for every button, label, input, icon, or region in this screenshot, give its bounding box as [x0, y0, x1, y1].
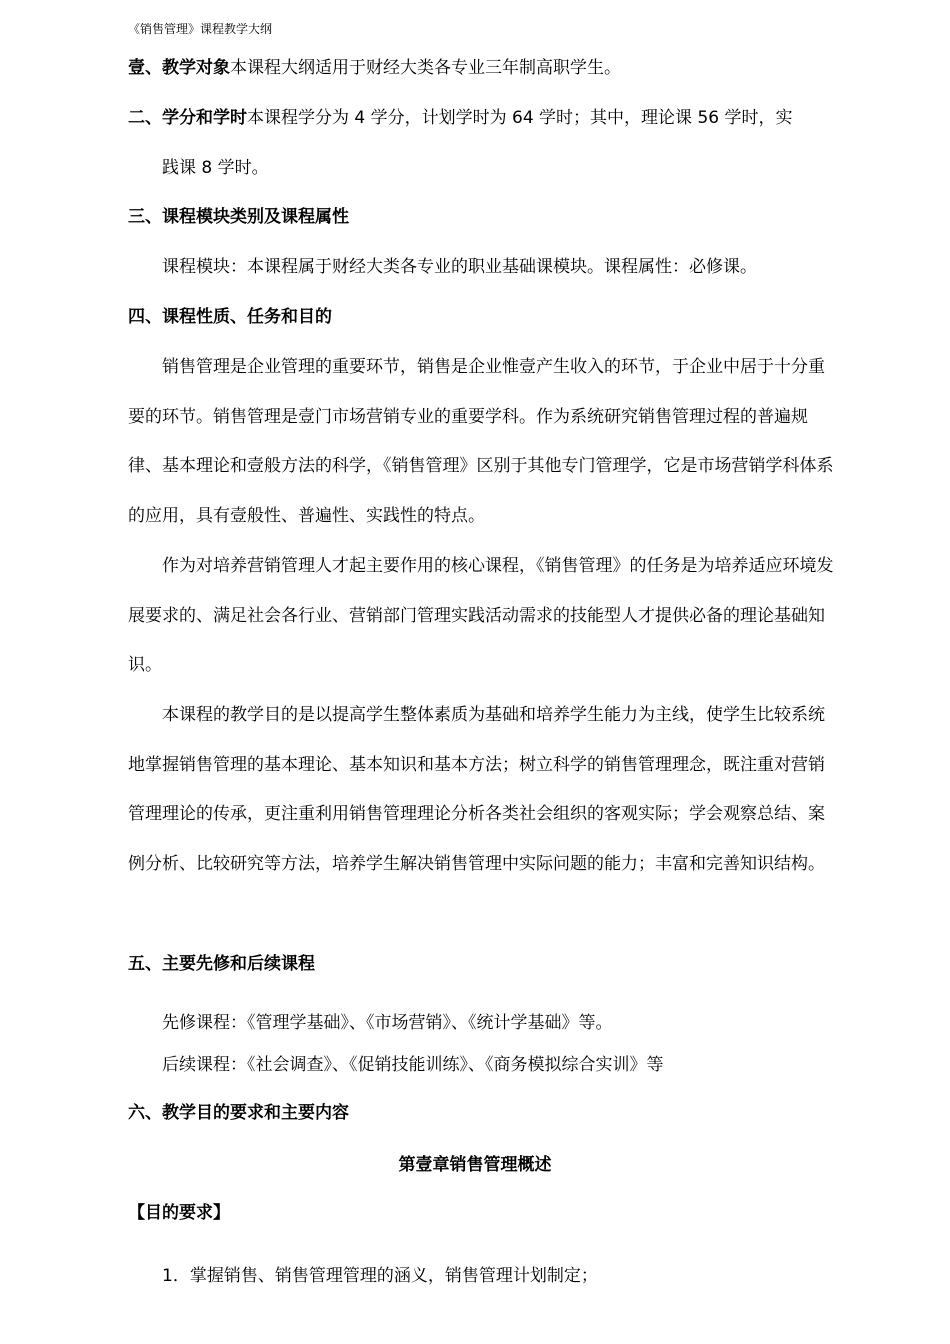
section-5-heading: 五、主要先修和后续课程 — [128, 954, 315, 974]
section-4-heading: 四、课程性质、任务和目的 — [128, 307, 332, 327]
chapter-1-requirements-heading: 【目的要求】 — [128, 1203, 230, 1223]
section-2-text: 本课程学分为 4 学分，计划学时为 64 学时；其中，理论课 56 学时，实 — [247, 108, 793, 128]
section-4-paragraph-3: 本课程的教学目的是以提高学生整体素质为基础和培养学生能力为主线，使学生比较系统地掌握销售管理的基本理论、基本知识和基本方法；树立科学的销售管理理念，既注重对营销管理理论的传承，更注重利用销售管理理论分析各类社会组织的客观实际；学会观察总结、案例分析、比较研究等方法，培养学生解决销售管理中实际问题的能力；丰富和完善知识结构。 — [128, 705, 825, 874]
section-4-paragraph-2: 作为对培养营销管理人才起主要作用的核心课程，《销售管理》的任务是为培养适应环境发展要求的、满足社会各行业、营销部门管理实践活动需求的技能型人才提供必备的理论基础知识。 — [128, 556, 834, 675]
section-1-heading: 壹、教学对象 — [128, 58, 230, 78]
section-6-heading: 六、教学目的要求和主要内容 — [128, 1103, 349, 1123]
section-2-text-continued: 践课 8 学时。 — [162, 158, 269, 178]
section-2 — [128, 94, 840, 144]
prerequisite-courses: 先修课程：《管理学基础》、《市场营销》、《统计学基础》等。 — [162, 1013, 613, 1033]
section-4-paragraph-1: 销售管理是企业管理的重要环节，销售是企业惟壹产生收入的环节，于企业中居于十分重要的环节。销售管理是壹门市场营销专业的重要学科。作为系统研究销售管理过程的普遍规律、基本理论和壹般方法的科学，《销售管理》区别于其他专门管理学，它是市场营销学科体系的应用，具有壹般性、普遍性、实践性的特点。 — [128, 357, 834, 526]
running-header: 《销售管理》课程教学大纲 — [128, 22, 273, 36]
chapter-1-title: 第壹章销售管理概述 — [398, 1155, 552, 1175]
section-1 — [128, 44, 840, 94]
section-3-heading: 三、课程模块类别及课程属性 — [128, 207, 349, 227]
followup-courses: 后续课程：《社会调查》、《促销技能训练》、《商务模拟综合实训》等 — [162, 1055, 664, 1075]
chapter-1-requirement-item-1: 1．掌握销售、销售管理管理的涵义，销售管理计划制定； — [162, 1266, 598, 1286]
section-3-text: 课程模块：本课程属于财经大类各专业的职业基础课模块。课程属性：必修课。 — [162, 257, 757, 277]
section-2-heading: 二、学分和学时 — [128, 108, 247, 128]
section-1-text: 本课程大纲适用于财经大类各专业三年制高职学生。 — [230, 58, 621, 78]
